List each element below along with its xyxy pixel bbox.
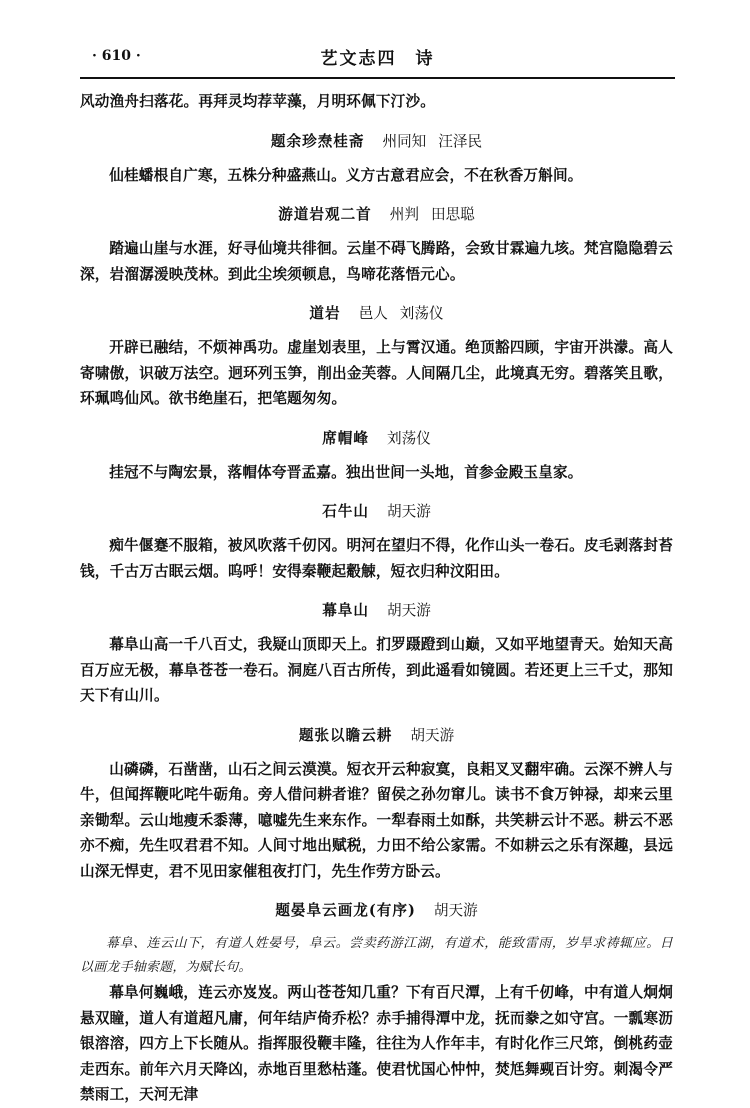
poem-title: 游道岩观二首 州判 田思聪 [278,206,475,223]
poem-title: 题余珍焘桂斋 州同知 汪泽民 [270,132,483,150]
poem-text: 踏遍山崖与水涯，好寻仙境共徘徊。云崖不碍飞腾路，会致甘霖遍九垓。梵宫隐隐碧云深，岩溜潺湲映茂林。到此尘埃须顿息，鸟啼花落悟元心。 [80,240,673,283]
poem-text: 幕阜何巍峨，连云亦岌岌。两山苍苍知几重？下有百尺潭，上有千仞峰，中有道人炯炯悬双瞳，道人有道超凡庸，何年结庐倚乔松？赤手捕得潭中龙，抚而豢之如守宫。一瓢寒沥银溶溶，四方上下长随从。指挥服役鞭丰隆，往往为人作年丰，有时化作三尺筇，倒桃药壶走西东。前年六月天降凶，赤地百里愁枯蓬。使君忧国心忡忡，焚尪舞觋百计穷。刺渴令严禁雨工，天河无津 [80,984,673,1103]
poem-text: 痴牛偃蹇不服箱，被风吹落千仞冈。明河在望归不得，化作山头一卷石。皮毛剥落封苔钱，千古万古眠云烟。呜呼！安得秦鞭起觳觫，短衣归种汶阳田。 [80,537,673,580]
poem-title: 道岩 邑人 刘荡仪 [309,305,444,322]
poem-title: 题晏阜云画龙(有序) 胡天游 [275,902,478,919]
poem-text: 仙桂蟠根自广寒，五株分种盛燕山。义方古意君应会，不在秋香万斛间。 [109,166,583,184]
poem-text: 挂冠不与陶宏景，落帽体夸晋孟嘉。独出世间一头地，首参金殿玉皇家。 [109,463,583,481]
poem-title: 题张以瞻云耕 胡天游 [298,726,455,744]
poem-preface: 幕阜、连云山下，有道人姓晏号，阜云。尝卖药游江湖，有道术，能致雷雨，岁旱求祷辄应。日以画龙手轴索题，为赋长句。 [80,936,673,975]
page-body [80,89,673,1108]
running-title: 艺文志四 诗 [320,49,435,69]
header-rule [80,77,675,79]
poem-title: 石牛山 胡天游 [322,503,431,520]
poem-text: 开辟已融结，不烦神禹功。虚崖划表里，上与霄汉通。绝顶豁四顾，宇宙开洪濛。高人寄啸傲，识破万法空。迥环列玉笋，削出金芙蓉。人间隔几尘，此境真无穷。碧落笑且歌，环珮鸣仙风。欲书绝崖石，把笔题匆匆。 [80,339,673,407]
page-header [80,40,675,70]
poem-text: 山磷磷，石凿凿，山石之间云漠漠。短衣开云种寂寞，良耜叉叉翻牢确。云深不辨人与牛，但闻挥鞭叱咤牛砺角。旁人借问耕者谁？留侯之孙勿窜儿。读书不食万钟禄，却来云里亲锄犁。云山地瘦禾黍薄，噫嘘先生来东作。一犁春雨土如酥，共笑耕云计不恶。耕云不恶亦不痴，先生叹君君不知。人间寸地出赋税，力田不给公家需。不如耕云之乐有深趣，县远山深无悍吏，君不见田家催租夜打门，先生作劳方卧云。 [80,760,673,880]
poem-text: 幕阜山高一千八百丈，我疑山顶即天上。扪罗蹑蹬到山巅，又如平地望青天。始知天高百万应无极，幕阜苍苍一卷石。洞庭八百古所传，到此遥看如镜圆。若还更上三千丈，那知天下有山川。 [80,636,673,704]
poem-title: 席帽峰 刘荡仪 [322,429,431,447]
poem-title: 幕阜山 胡天游 [322,602,431,619]
page-number: · 610 · [92,48,141,64]
continued-text: 风动渔舟扫落花。再拜灵均荐苹藻，月明环佩下汀沙。 [80,93,436,110]
